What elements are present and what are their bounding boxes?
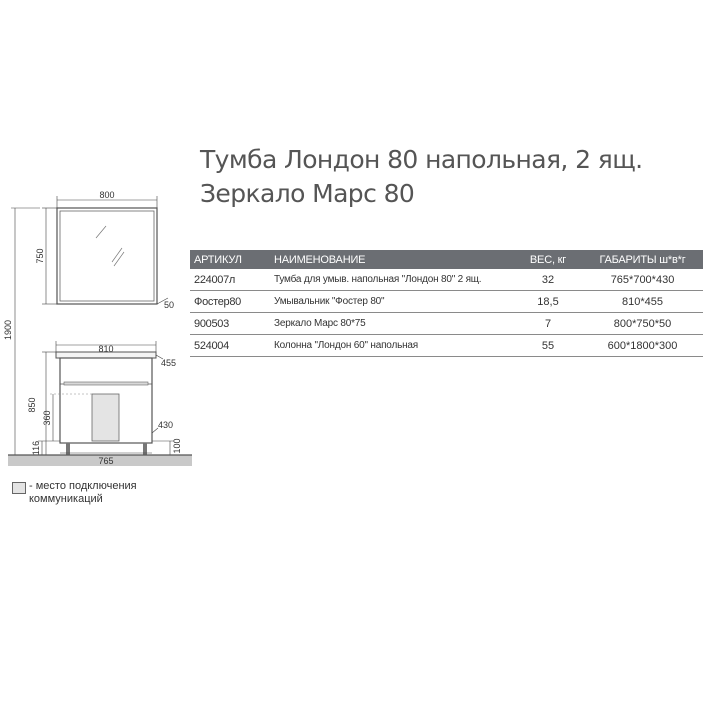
table-row [190, 269, 703, 291]
dim-mirror-height: 750 [35, 248, 45, 264]
cell-weight: 32 [514, 269, 582, 291]
table-row [190, 291, 703, 313]
dim-mirror-width: 800 [99, 190, 115, 200]
cell-name: Тумба для умыв. напольная "Лондон 80" 2 ящ. [270, 269, 514, 291]
cell-weight: 55 [514, 335, 582, 357]
mirror-drawing [57, 208, 157, 304]
dim-cabinet-width: 765 [98, 456, 114, 466]
table-header-row [190, 250, 703, 269]
cell-weight: 7 [514, 313, 582, 335]
title-line-2: Зеркало Марс 80 [200, 179, 415, 208]
legend-text: - место подключения коммуникаций [29, 480, 137, 505]
dimension-drawing [0, 0, 200, 480]
table-row [190, 335, 703, 357]
cell-weight: 18,5 [514, 291, 582, 313]
table-row [190, 313, 703, 335]
cell-name: Колонна "Лондон 60" напольная [270, 335, 514, 357]
cell-article: 224007л [190, 269, 270, 291]
header-weight: ВЕС, кг [514, 250, 582, 269]
dim-plinth-height: 100 [172, 438, 182, 454]
cell-article: Фостер80 [190, 291, 270, 313]
title-line-1: Тумба Лондон 80 напольная, 2 ящ. [200, 145, 643, 174]
legend-swatch [12, 482, 26, 494]
dim-mirror-depth: 50 [164, 300, 175, 310]
cell-dims: 765*700*430 [582, 269, 703, 291]
utility-zone [92, 394, 119, 441]
cell-dims: 600*1800*300 [582, 335, 703, 357]
page-title [200, 143, 642, 211]
cell-article: 900503 [190, 313, 270, 335]
cell-article: 524004 [190, 335, 270, 357]
dim-cabinet-depth: 430 [158, 420, 174, 430]
cell-dims: 800*750*50 [582, 313, 703, 335]
dim-cabinet-height: 850 [27, 397, 37, 413]
cell-name: Зеркало Марс 80*75 [270, 313, 514, 335]
dim-total-height: 1900 [3, 319, 13, 341]
spec-table [190, 250, 703, 357]
header-dims: ГАБАРИТЫ ш*в*г [582, 250, 703, 269]
cell-dims: 810*455 [582, 291, 703, 313]
cell-name: Умывальник "Фостер 80" [270, 291, 514, 313]
cabinet-drawing [60, 358, 152, 455]
dim-basin-width: 810 [98, 344, 114, 354]
header-name: НАИМЕНОВАНИЕ [270, 250, 514, 269]
dim-leg-height: 116 [31, 440, 41, 456]
dim-basin-depth: 455 [161, 358, 177, 368]
dim-drawer-height: 360 [42, 410, 52, 426]
header-article: АРТИКУЛ [190, 250, 270, 269]
